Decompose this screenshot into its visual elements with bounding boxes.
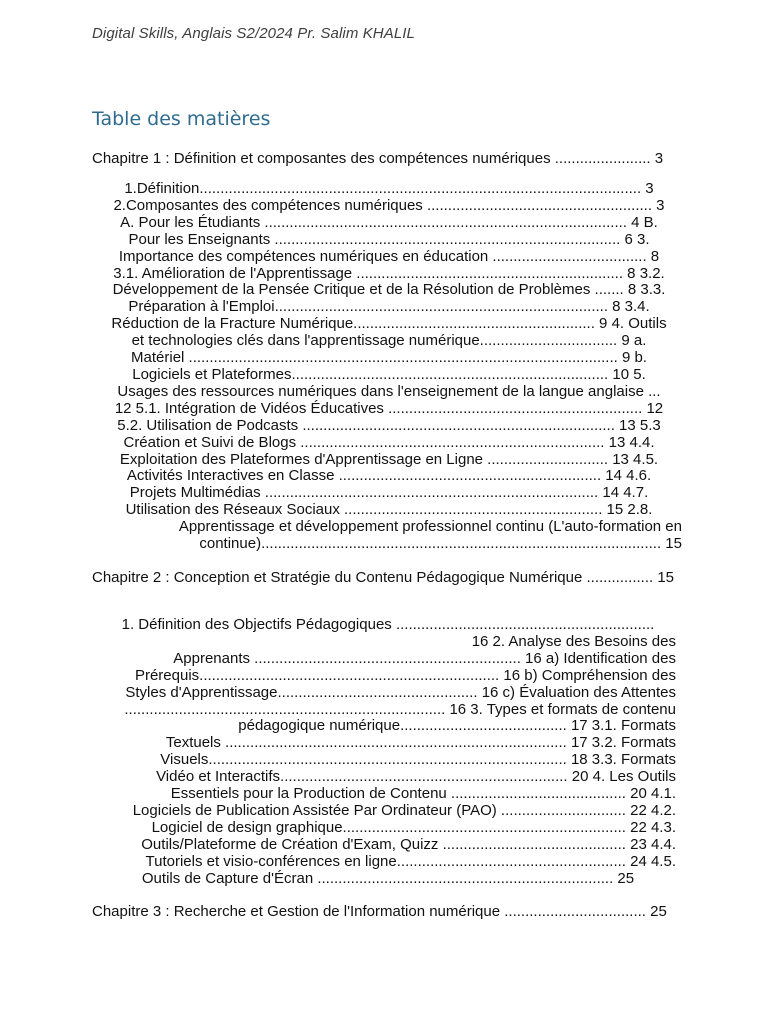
toc-chapter-3[interactable]: Chapitre 3 : Recherche et Gestion de l'Information numérique .................................. 25 [92, 903, 667, 920]
toc-entry[interactable]: Logiciels de Publication Assistée Par Ordinateur (PAO) .............................. 22 4.2. [132, 801, 676, 819]
toc-entry[interactable]: 5.2. Utilisation de Podcasts ........................................................................... 13 5.3 [117, 416, 661, 434]
toc-entry[interactable]: Apprenants ................................................................ 16 a) Identification des [173, 649, 676, 667]
toc-entry[interactable]: et technologies clés dans l'apprentissage numérique................................. 9 a. [131, 332, 647, 350]
toc-entry[interactable]: Activités Interactives en Classe ............................................................... 14 4.6. [126, 467, 652, 485]
toc-entry[interactable]: Outils de Capture d'Écran ....................................................................... 25 [141, 869, 635, 887]
toc-entry[interactable]: 3.1. Amélioration de l'Apprentissage ................................................................ 8 3.2. [113, 264, 665, 282]
toc-entry[interactable]: Vidéo et Interactifs..................................................................... 20 4. Les Outils [156, 768, 676, 786]
toc-entry[interactable]: Projets Multimédias ................................................................................ 14 4.7. [129, 484, 649, 502]
toc-chapter-1[interactable]: Chapitre 1 : Définition et composantes des compétences numériques ....................... 3 [92, 150, 664, 167]
toc-entry[interactable]: Prérequis........................................................................ 16 b) Compréhension des [134, 666, 676, 684]
toc-entry[interactable]: Utilisation des Réseaux Sociaux .............................................................. 15 2.8. [125, 501, 653, 519]
toc-entry[interactable]: Visuels...................................................................................... 18 3.3. Formats [160, 751, 676, 769]
toc-entry[interactable]: Réduction de la Fracture Numérique.......................................................... 9 4. Outils [111, 315, 667, 333]
toc-entry[interactable]: 12 5.1. Intégration de Vidéos Éducatives ............................................................. 12 [114, 399, 664, 417]
toc-entry[interactable]: Textuels .................................................................................. 17 3.2. Formats [165, 734, 676, 752]
page-header: Digital Skills, Anglais S2/2024 Pr. Salim KHALIL [92, 25, 415, 42]
chapter-1-entries [96, 181, 682, 553]
chapter-2-entries [100, 617, 676, 888]
toc-entry[interactable]: Essentiels pour la Production de Contenu .......................................... 20 4.1. [170, 785, 676, 803]
toc-entry[interactable]: Matériel ....................................................................................................... 9 b. [131, 349, 647, 367]
toc-entry[interactable]: Logiciels et Plateformes............................................................................ 10 5. [132, 365, 646, 383]
toc-entry[interactable]: 1. Définition des Objectifs Pédagogiques .............................................................. [121, 616, 655, 633]
toc-entry[interactable]: Développement de la Pensée Critique et de la Résolution de Problèmes ....... 8 3.3. [112, 281, 666, 299]
toc-entry[interactable]: Création et Suivi de Blogs ......................................................................... 13 4.4. [123, 433, 655, 451]
toc-entry[interactable]: Logiciel de design graphique.................................................................... 22 4.3. [151, 818, 676, 836]
toc-entry[interactable]: A. Pour les Étudiants ....................................................................................... 4 B. [120, 213, 658, 231]
toc-entry[interactable]: Tutoriels et visio-conférences en ligne....................................................... 24 4.5. [145, 852, 676, 870]
toc-title: Table des matières [92, 108, 271, 130]
toc-chapter-2[interactable]: Chapitre 2 : Conception et Stratégie du Contenu Pédagogique Numérique ................ 15 [92, 569, 675, 586]
toc-entry[interactable]: 2.Composantes des compétences numériques ...................................................... 3 [113, 196, 665, 214]
toc-entry[interactable]: 16 2. Analyse des Besoins des [471, 632, 676, 650]
toc-entry[interactable]: Outils/Plateforme de Création d'Exam, Quizz ............................................ 23 4.4. [141, 835, 676, 853]
toc-entry[interactable]: Usages des ressources numériques dans l'enseignement de la langue anglaise ... [117, 382, 661, 400]
toc-entry[interactable]: Styles d'Apprentissage................................................ 16 c) Évaluation des Attentes [125, 683, 676, 701]
toc-entry[interactable]: Pour les Enseignants ................................................................................... 6 3. [128, 230, 650, 248]
toc-entry[interactable]: continue)................................................................................................ 15 [199, 535, 682, 553]
toc-entry[interactable]: Apprentissage et développement professionnel continu (L'auto-formation en [178, 518, 682, 536]
toc-entry[interactable]: ............................................................................. 16 3. Types et formats de contenu [124, 700, 676, 718]
toc-entry[interactable]: pédagogique numérique........................................ 17 3.1. Formats [238, 717, 676, 735]
toc-entry[interactable]: Exploitation des Plateformes d'Apprentissage en Ligne ............................. 13 4.5. [119, 450, 659, 468]
toc-entry[interactable]: Importance des compétences numériques en éducation ..................................... 8 [118, 247, 660, 265]
toc-entry[interactable]: 1.Définition.......................................................................................................... 3 [124, 180, 654, 197]
toc-entry[interactable]: Préparation à l'Emploi................................................................................ 8 3.4. [128, 298, 650, 316]
